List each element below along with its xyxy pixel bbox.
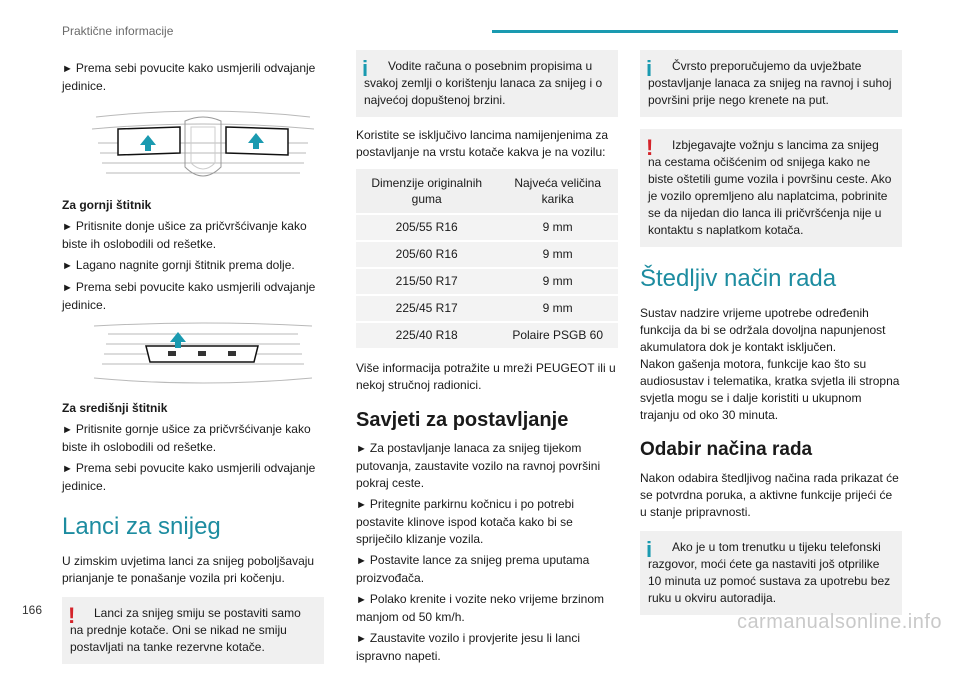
tyre-chain-table (356, 169, 618, 348)
table-header-row (356, 169, 618, 214)
step: ► Postavite lance za snijeg prema uputama proizvođača. (356, 553, 590, 585)
central-shield-diagram (88, 322, 318, 388)
snow-chains-heading: Lanci za snijeg (62, 513, 221, 540)
eco-mode-heading: Štedljiv način rada (640, 265, 837, 292)
paragraph: Više informacija potražite u mreži PEUGEOT ili u nekoj stručnoj radionici. (356, 361, 616, 392)
subheading: Za središnji štitnik (62, 401, 168, 415)
arrow-icon: ► (62, 63, 73, 75)
section-title: Praktične informacije (62, 24, 174, 38)
paragraph: Nakon gašenja motora, funkcije kao što su audiosustav i telematika, kratka svjetla ili stropna svjetla mogu se i dalje koristiti u ukupnom trajanju od oko 30 minuta. (640, 357, 900, 422)
warning-icon: ! (646, 135, 654, 160)
subheading: Za gornji štitnik (62, 198, 152, 212)
step: ► Za postavljanje lanaca za snijeg tijekom putovanja, zaustavite vozilo na ravnoj površini pokraj ceste. (356, 441, 601, 490)
page-number: 166 (22, 603, 43, 617)
column-2 (356, 50, 618, 669)
info-icon: i (646, 537, 653, 562)
upper-grille-illustration (88, 109, 318, 185)
paragraph: Nakon odabira štedljivog načina rada prikazat će se potvrdna poruka, a aktivne funkcije prijeći će u stanje pripravnosti. (640, 471, 899, 519)
info-box: i Vodite računa o posebnim propisima u svakoj zemlji o korištenju lanaca za snijeg i o najvećoj dopuštenoj brzini. (356, 50, 618, 117)
table-row: 205/55 R16 9 mm (356, 214, 618, 241)
upper-shield-diagram (88, 109, 318, 185)
watermark: carmanualsonline.info (736, 611, 942, 633)
step: ► Pritegnite parkirnu kočnicu i po potrebi postavite klinove ispod kotača kako bi se spriječilo klizanje vozila. (356, 497, 575, 546)
step: ► Pritisnite donje ušice za pričvršćivanje kako biste ih oslobodili od rešetke. (62, 219, 307, 251)
step: ► Prema sebi povucite kako usmjerili odvajanje jedinice. (62, 280, 316, 312)
header-accent-bar (492, 30, 898, 33)
table-row: 225/40 R18 Polaire PSGB 60 (356, 322, 618, 348)
central-grille-illustration (88, 322, 318, 388)
warning-icon: ! (68, 603, 76, 628)
step: ► Prema sebi povucite kako usmjerili odvajanje jedinice. (62, 461, 316, 493)
step: ► Lagano nagnite gornji štitnik prema dolje. (62, 258, 295, 272)
warning-box: ! Izbjegavajte vožnju s lancima za snijeg na cestama očišćenim od snijega kako ne biste oštetili gume vozila i površinu ceste. Ako je vozilo opremljeno alu naplatcima, pobrinite se da nijedan dio lanca ili pričvršćenja nije u kontaktu s naplatkom kotača. (640, 129, 902, 247)
info-icon: i (362, 56, 369, 81)
info-box: i Ako je u tom trenutku u tijeku telefonski razgovor, moći ćete ga nastaviti još otprilike 10 minuta uz pomoć sustava za upotrebu bez ruku u okviru autoradija. (640, 531, 902, 615)
table-row: 215/50 R17 9 mm (356, 268, 618, 295)
column-header: Dimenzije originalnih guma (356, 169, 497, 214)
info-icon: i (646, 56, 653, 81)
step: ► Polako krenite i vozite neko vrijeme brzinom manjom od 50 km/h. (356, 592, 604, 624)
table-row: 225/45 R17 9 mm (356, 295, 618, 322)
paragraph: Koristite se isključivo lancima namijenjenima za postavljanje na vrstu kotače kakva je na vozilu: (356, 128, 609, 159)
info-box: i Čvrsto preporučujemo da uvježbate postavljanje lanaca za snijeg na ravnoj i suhoj površini prije nego krenete na put. (640, 50, 902, 117)
column-1 (62, 60, 324, 674)
mode-selection-heading: Odabir načina rada (640, 439, 813, 460)
warning-box: ! Lanci za snijeg smiju se postaviti samo na prednje kotače. Oni se nikad ne smiju postavljati na tanke rezervne kotače. (62, 597, 324, 664)
paragraph: ► Prema sebi povucite kako usmjerili odvajanje jedinice. (62, 61, 316, 93)
step: ► Zaustavite vozilo i provjerite jesu li lanci ispravno napeti. (356, 631, 580, 663)
column-3 (640, 50, 902, 625)
installation-tips-heading: Savjeti za postavljanje (356, 409, 569, 431)
paragraph: U zimskim uvjetima lanci za snijeg poboljšavaju prianjanje te ponašanje vozila pri kočenju. (62, 554, 315, 585)
column-header: Najveća veličina karika (497, 169, 618, 214)
step: ► Pritisnite gornje ušice za pričvršćivanje kako biste ih oslobodili od rešetke. (62, 422, 311, 454)
paragraph: Sustav nadzire vrijeme upotrebe određenih funkcija da bi se održala dovoljna napunjenost akumulatora dok je kontakt isključen. (640, 306, 886, 354)
table-row: 205/60 R16 9 mm (356, 241, 618, 268)
